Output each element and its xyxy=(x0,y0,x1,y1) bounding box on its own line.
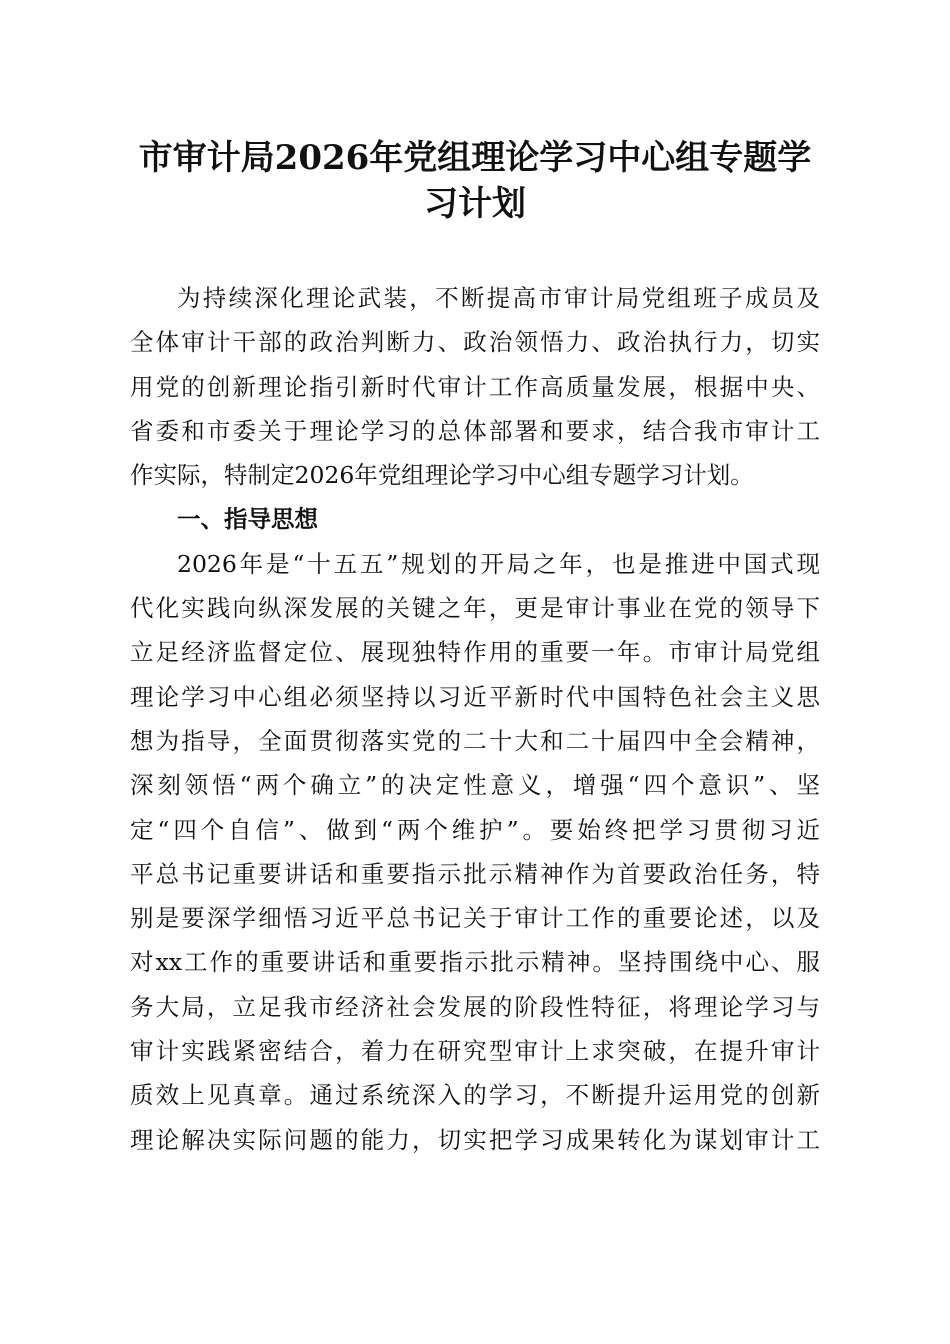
title-line: 习计划 xyxy=(424,184,526,224)
text-line: 平总书记重要讲话和重要指示批示精神作为首要政治任务，特 xyxy=(130,859,820,888)
text-line: 用党的创新理论指引新时代审计工作高质量发展，根据中央、 xyxy=(130,372,820,401)
text-line: 立足经济监督定位、展现独特作用的重要一年。市审计局党组 xyxy=(130,638,820,667)
section-heading: 一、指导思想 xyxy=(177,505,318,534)
text-line: 2026年是“十五五”规划的开局之年，也是推进中国式现 xyxy=(177,549,820,578)
document-title xyxy=(120,135,830,227)
text-line: 理论学习中心组必须坚持以习近平新时代中国特色社会主义思 xyxy=(130,682,820,711)
document-body xyxy=(130,276,820,1162)
text-line: 作实际，特制定2026年党组理论学习中心组专题学习计划。 xyxy=(130,461,754,490)
text-line: 想为指导，全面贯彻落实党的二十大和二十届四中全会精神， xyxy=(130,726,820,755)
intro-paragraph xyxy=(130,276,820,497)
text-line: 全体审计干部的政治判断力、政治领悟力、政治执行力，切实 xyxy=(130,328,820,357)
title-line: 市审计局2026年党组理论学习中心组专题学 xyxy=(138,138,812,178)
text-line: 为持续深化理论武装，不断提高市审计局党组班子成员及 xyxy=(177,284,820,312)
text-line: 务大局，立足我市经济社会发展的阶段性特征，将理论学习与 xyxy=(130,992,820,1021)
text-line: 深刻领悟“两个确立”的决定性意义，增强“四个意识”、坚 xyxy=(130,771,820,800)
text-line: 对xx工作的重要讲话和重要指示批示精神。坚持围绕中心、服 xyxy=(130,948,820,977)
text-line: 定“四个自信”、做到“两个维护”。要始终把学习贯彻习近 xyxy=(130,815,820,844)
text-line: 审计实践紧密结合，着力在研究型审计上求突破，在提升审计 xyxy=(130,1037,820,1066)
guiding-ideology-paragraph xyxy=(130,542,820,1162)
text-line: 代化实践向纵深发展的关键之年，更是审计事业在党的领导下 xyxy=(130,594,820,623)
text-line: 省委和市委关于理论学习的总体部署和要求，结合我市审计工 xyxy=(130,416,820,445)
text-line: 理论解决实际问题的能力，切实把学习成果转化为谋划审计工 xyxy=(130,1125,820,1154)
text-line: 别是要深学细悟习近平总书记关于审计工作的重要论述，以及 xyxy=(130,904,820,933)
text-line: 质效上见真章。通过系统深入的学习，不断提升运用党的创新 xyxy=(130,1081,820,1110)
